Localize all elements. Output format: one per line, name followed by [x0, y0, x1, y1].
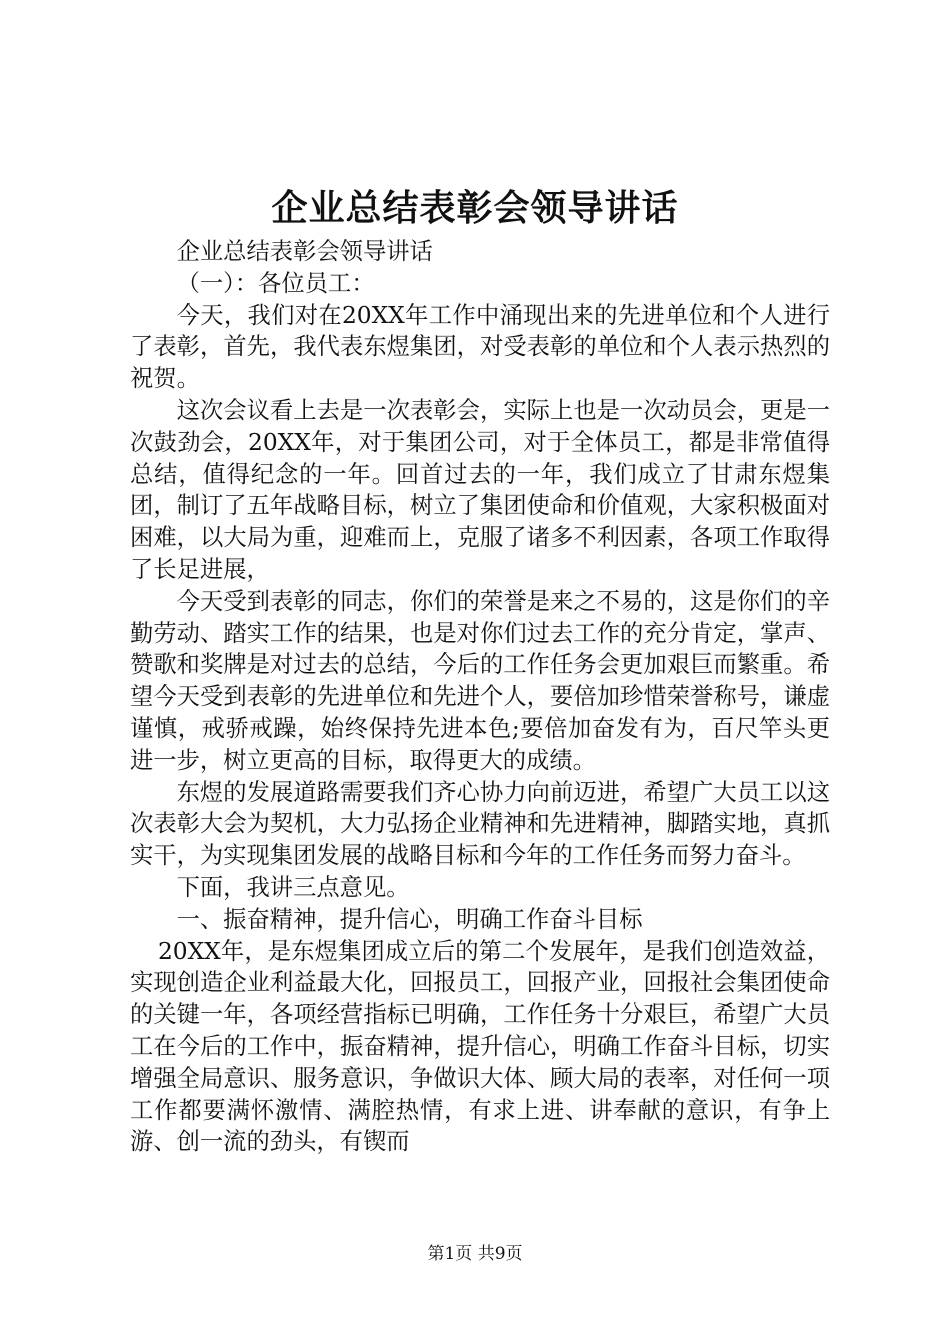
- page-footer: 第1页 共9页: [427, 1244, 523, 1264]
- document-body: [130, 236, 830, 1158]
- paragraph-4: 东煜的发展道路需要我们齐心协力向前迈进，希望广大员工以这次表彰大会为契机，大力弘扬企业精神和先进精神，脚踏实地，真抓实干，为实现集团发展的战略目标和今年的工作任务而努力奋斗。: [130, 778, 830, 870]
- paragraph-salutation: （一）：各位员工：: [176, 269, 375, 297]
- paragraph-1: 今天，我们对在20XX年工作中涌现出来的先进单位和个人进行了表彰，首先，我代表东煜集团，对受表彰的单位和个人表示热烈的祝贺。: [130, 301, 830, 393]
- paragraph-6: 20XX年，是东煜集团成立后的第二个发展年，是我们创造效益，实现创造企业利益最大化，回报员工，回报产业，回报社会集团使命的关键一年，各项经营指标已明确，工作任务十分艰巨，希望广大员工在今后的工作中，振奋精神，提升信心，明确工作奋斗目标，切实增强全局意识、服务意识，争做识大体、顾大局的表率，对任何一项工作都要满怀激情、满腔热情，有求上进、讲奉献的意识，有争上游、创一流的劲头，有锲而: [130, 937, 830, 1156]
- document-title: 企业总结表彰会领导讲话: [271, 187, 679, 229]
- paragraph-subtitle: 企业总结表彰会领导讲话: [176, 238, 433, 265]
- paragraph-2: 这次会议看上去是一次表彰会，实际上也是一次动员会，更是一次鼓劲会，20XX年，对于集团公司，对于全体员工，都是非常值得总结，值得纪念的一年。回首过去的一年，我们成立了甘肃东煜集团，制订了五年战略目标，树立了集团使命和价值观，大家积极面对困难，以大局为重，迎难而上，克服了诸多不利因素，各项工作取得了长足进展，: [130, 396, 830, 583]
- paragraph-5: 下面，我讲三点意见。: [176, 873, 410, 901]
- section-heading-1: 一、振奋精神，提升信心，明确工作奋斗目标: [176, 905, 643, 933]
- paragraph-3: 今天受到表彰的同志，你们的荣誉是来之不易的，这是你们的辛勤劳动、踏实工作的结果，也是对你们过去工作的充分肯定，掌声、赞歌和奖牌是对过去的总结，今后的工作任务会更加艰巨而繁重。希望今天受到表彰的先进单位和先进个人，要倍加珍惜荣誉称号，谦虚谨慎，戒骄戒躁，始终保持先进本色;要倍加奋发有为，百尺竿头更进一步，树立更高的目标，取得更大的成绩。: [130, 587, 830, 774]
